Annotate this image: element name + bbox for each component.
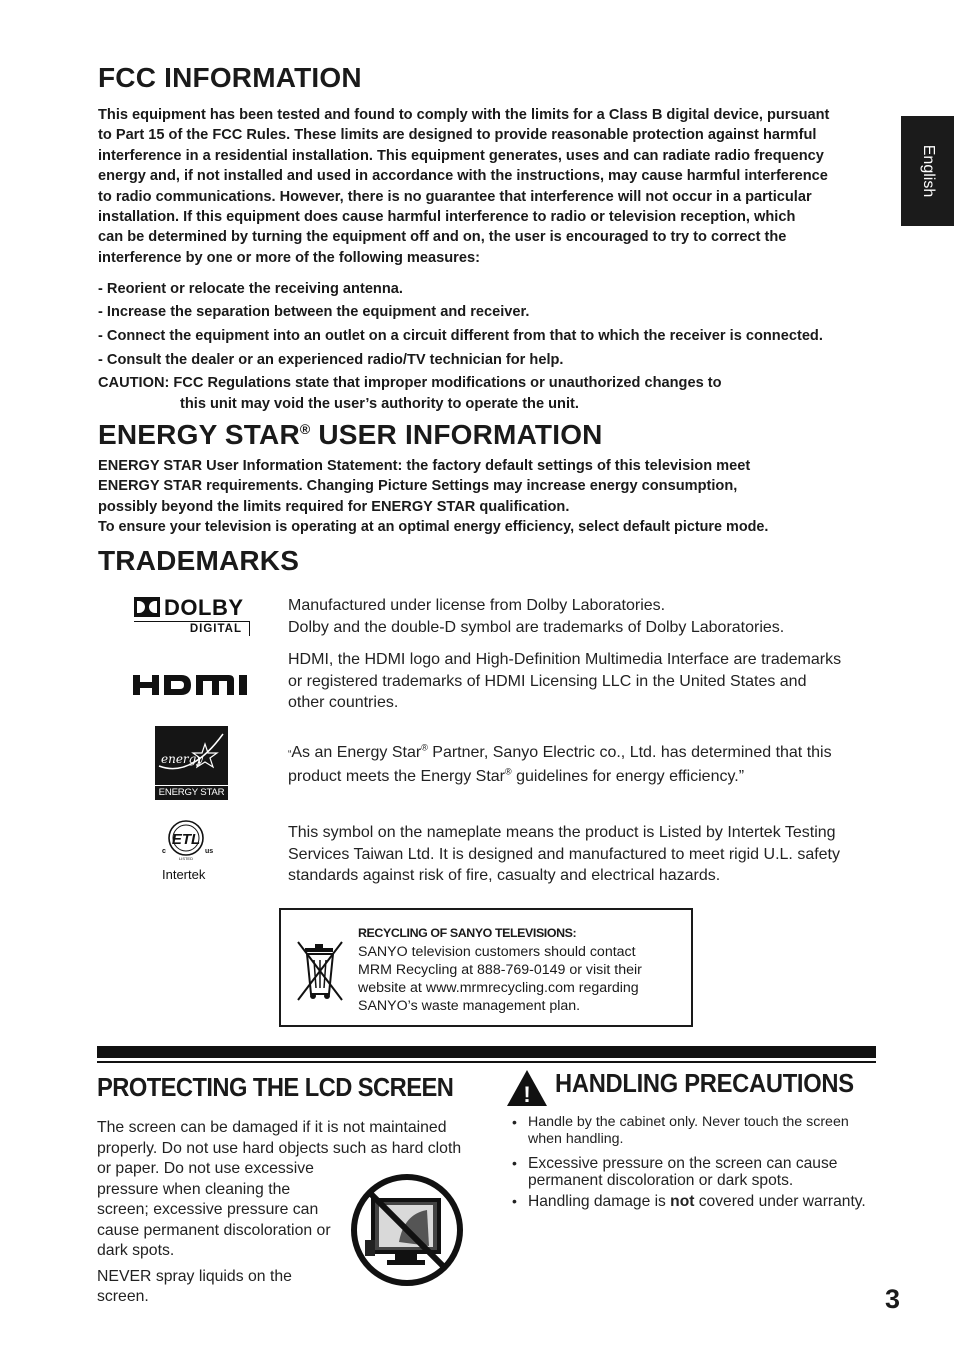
protecting-line: The screen can be damaged if it is not maintained [97,1119,447,1136]
dolby-logo-sub: DIGITAL [189,623,242,635]
protecting-line: cause permanent discoloration or [97,1221,331,1239]
page-number: 3 [885,1284,901,1314]
energy-star-title [98,419,603,451]
energy-text-seg: product meets the Energy Star [288,767,505,785]
recycling-title: RECYCLING OF SANYO TELEVISIONS: [358,926,577,940]
energy-text-seg: As an Energy Star [291,744,422,761]
trademarks-title: TRADEMARKS [98,545,300,576]
energy-text-line2 [288,766,832,788]
fcc-line: to radio communications. However, there is no guarantee that interference will not occur in a particular [98,188,812,205]
energy-star-logo [155,726,228,800]
bullet-glyph: • [512,1193,517,1209]
fcc-measure: - Consult the dealer or an experienced radio/TV technician for help. [98,352,564,368]
energy-text-seg: guidelines for energy efficiency.” [511,767,745,785]
handling-bullet-seg: covered under warranty. [694,1193,866,1210]
protecting-line: screen; excessive pressure can [97,1201,319,1218]
dolby-digital-logo [134,597,250,637]
hdmi-logo-mark [133,673,251,697]
never-line: screen. [97,1288,149,1305]
protecting-line: dark spots. [97,1242,175,1259]
etl-us: us [205,848,214,855]
etl-mark: ETL [171,831,201,848]
fcc-caution-cont: this unit may void the user’s authority to operate the unit. [180,396,579,412]
section-divider-thin [97,1061,876,1063]
section-divider [97,1046,876,1058]
handling-bullet-seg: Handling damage is [528,1193,671,1210]
energy-star-line: ENERGY STAR requirements. Changing Picture Settings may increase energy consumption, [98,478,738,495]
etl-c: c [162,848,166,855]
intertek-text-line: This symbol on the nameplate means the product is Listed by Intertek Testing [288,824,836,841]
intertek-word: Intertek [162,867,206,882]
registered-mark: ® [421,742,428,753]
hdmi-text [288,649,841,714]
energy-text [288,742,832,787]
fcc-measure: - Reorient or relocate the receiving antenna. [98,281,403,297]
handling-bullet-line: when handling. [528,1131,624,1148]
energy-text-line1 [288,742,832,766]
energy-star-script-icon [155,726,228,786]
fcc-line: energy and, if not installed and used in accordance with the instructions, may cause harmful interference [98,168,828,185]
handling-title: HANDLING PRECAUTIONS [555,1070,854,1098]
crossed-bin-icon [295,938,345,1004]
never-line: NEVER spray liquids on the [97,1267,292,1285]
handling-bullet-line: Handle by the cabinet only. Never touch the screen [528,1114,849,1130]
fcc-measure: - Connect the equipment into an outlet on a circuit different from that to which the receiver is connected. [98,328,823,344]
fcc-line: interference by one or more of the following measures: [98,249,480,266]
energy-star-line: possibly beyond the limits required for ENERGY STAR qualification. [98,498,570,515]
dolby-text [288,595,784,638]
recycling-notice [279,908,693,1027]
energy-star-line: ENERGY STAR User Information Statement: the factory default settings of this television meet [98,458,751,474]
dolby-rule-vertical [249,621,250,636]
etl-listed-icon [158,816,224,884]
language-tab [901,116,954,226]
dolby-rule [134,621,250,622]
fcc-line: to Part 15 of the FCC Rules. These limits are designed to provide reasonable protection against harmful [98,127,817,144]
fcc-line: installation. If this equipment does cause harmful interference to radio or television reception, which [98,209,796,226]
recycling-line: MRM Recycling at 888-769-0149 or visit their [358,962,642,978]
language-tab-label: English [919,144,937,198]
fcc-caution: CAUTION: FCC Regulations state that improper modifications or unauthorized changes to [98,375,722,391]
energy-star-logo-label: ENERGY STAR [155,785,228,800]
energy-star-line: To ensure your television is operating at an optimal energy efficiency, select default picture mode. [98,519,769,536]
fcc-line: This equipment has been tested and found to comply with the limits for a Class B digital device, pursuant [98,107,830,123]
intertek-text-line: Services Taiwan Ltd. It is designed and manufactured to meet rigid U.L. safety [288,845,840,863]
intertek-text-line: standards against risk of fire, casualty and electrical hazards. [288,867,721,885]
energy-script-text: energy [161,752,204,766]
handling-bullet-line: permanent discoloration or dark spots. [528,1172,794,1190]
fcc-measure: - Increase the separation between the equipment and receiver. [98,304,530,320]
handling-bullet [512,1193,892,1210]
handling-bullet [512,1114,882,1149]
protecting-line: properly. Do not use hard objects such as hard cloth [97,1139,462,1157]
no-spray-illustration [349,1172,465,1288]
bullet-glyph: • [512,1155,517,1171]
hdmi-logo [133,673,251,697]
energy-star-title-part1: ENERGY STAR [98,419,300,450]
bullet-glyph: • [512,1114,517,1130]
fcc-line: interference in a residential installation. This equipment generates, uses and can radiate radio frequency [98,147,824,164]
recycling-body [358,943,642,1015]
energy-star-title-part2: USER INFORMATION [310,419,603,450]
open-quote: “ [288,749,292,760]
handling-bullet [512,1155,882,1190]
protecting-line: or paper. Do not use excessive [97,1160,314,1177]
handling-bullet-line: Excessive pressure on the screen can cause [528,1155,838,1172]
registered-mark: ® [299,421,311,437]
warning-triangle [505,1068,549,1108]
intertek-text [288,822,840,887]
double-d-icon [134,597,160,617]
energy-text-seg: Partner, Sanyo Electric co., Ltd. has determined that this [427,744,832,761]
recycling-line: website at www.mrmrecycling.com regarding [358,980,639,996]
etl-listed: LISTED [178,856,194,861]
handling-bullet-text [512,1155,882,1190]
fcc-line: can be determined by turning the equipment off and on, the user is encouraged to try to correct the [98,229,787,246]
handling-bullet-bold: not [670,1193,695,1210]
warning-icon [505,1068,549,1108]
hdmi-text-line: other countries. [288,694,399,712]
dolby-text-line: Dolby and the double-D symbol are trademarks of Dolby Laboratories. [288,618,785,636]
warning-glyph: ! [523,1082,531,1107]
registered-mark: ® [505,766,512,777]
dolby-logo-word: DOLBY [164,595,244,620]
hdmi-text-line: HDMI, the HDMI logo and High-Definition Multimedia Interface are trademarks [288,651,842,668]
fcc-paragraph [98,105,888,268]
dolby-text-line: Manufactured under license from Dolby Laboratories. [288,597,666,614]
handling-bullet-text [512,1114,882,1149]
intertek-etl-logo [158,816,224,884]
no-spray-icon [349,1172,465,1288]
energy-star-paragraph [98,456,898,538]
fcc-title: FCC INFORMATION [98,62,362,93]
hdmi-text-line: or registered trademarks of HDMI Licensing LLC in the United States and [288,672,807,690]
recycling-line: SANYO’s waste management plan. [358,998,581,1014]
recycling-line: SANYO television customers should contact [358,944,636,960]
protecting-title: PROTECTING THE LCD SCREEN [97,1074,454,1102]
protecting-line: pressure when cleaning the [97,1180,291,1198]
handling-bullet-text [512,1193,892,1210]
